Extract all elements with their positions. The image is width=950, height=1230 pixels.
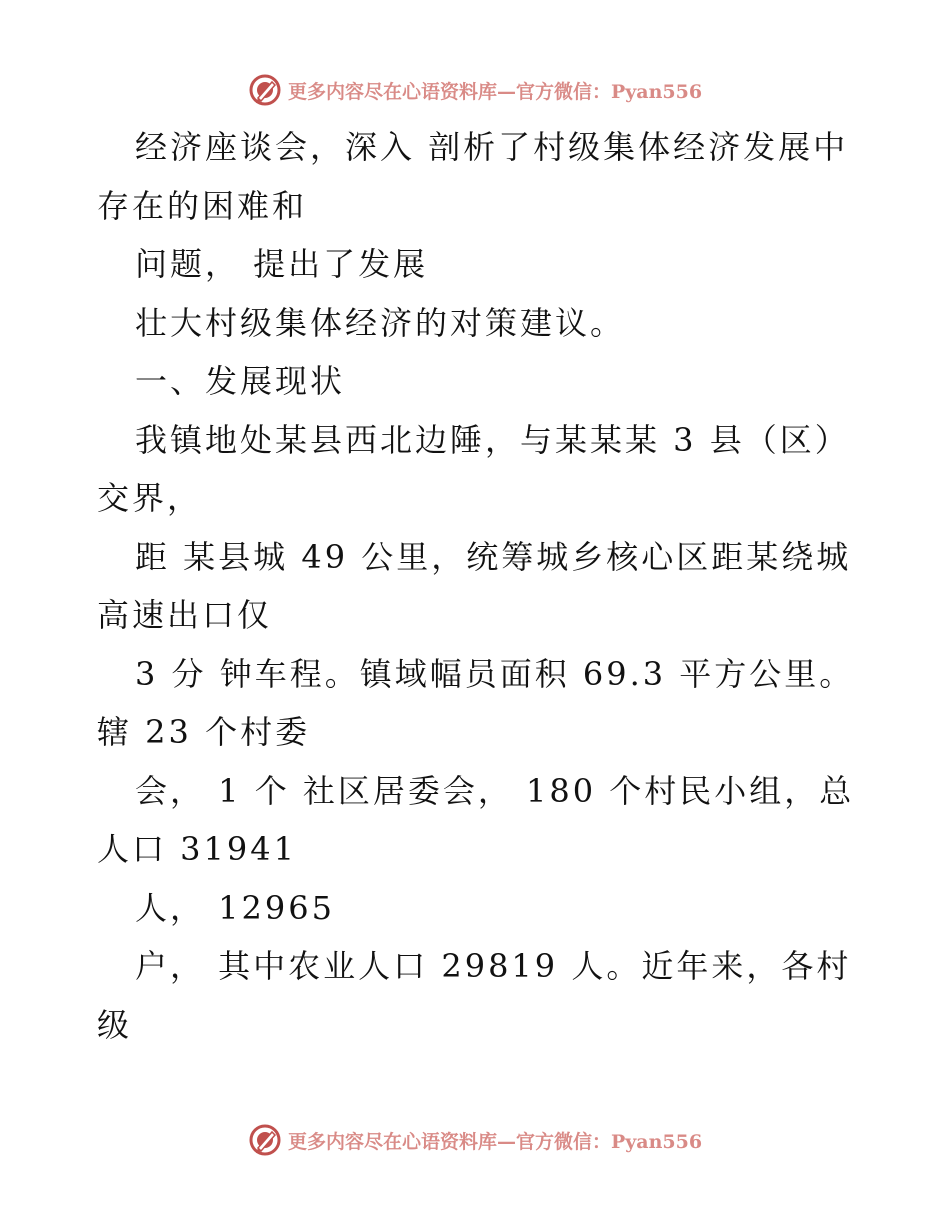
watermark-text: 更多内容尽在心语资料库—官方微信：Pyan556 [287,1130,703,1153]
paragraph: 3 分 钟车程。镇域幅员面积 69.3 平方公里。辖 23 个村委 [97,654,855,751]
paragraph: 距 某县城 49 公里，统筹城乡核心区距某绕城高速出口仅 [97,537,852,634]
paragraph: 会， 1 个 社区居委会， 180 个村民小组，总人口 31941 [97,771,855,868]
pen-logo-icon [248,73,282,107]
watermark-banner-bottom [0,1120,950,1160]
pen-logo-icon [248,1123,282,1157]
paragraph: 壮大村级集体经济的对策建议。 [135,303,626,342]
paragraph: 人， 12965 [135,888,335,927]
paragraph: 我镇地处某县西北边陲，与某某某 3 县（区）交界， [97,420,850,517]
watermark-text: 更多内容尽在心语资料库—官方微信：Pyan556 [287,80,703,103]
document-body [97,118,857,1054]
watermark-banner-top [0,70,950,110]
paragraph: 问题， 提出了发展 [135,245,429,283]
paragraph: 户， 其中农业人口 29819 人。近年来，各村级 [97,947,852,1044]
paragraph: 经济座谈会，深入 剖析了村级集体经济发展中存在的困难和 [97,128,849,225]
section-heading: 一、发展现状 [135,362,346,400]
